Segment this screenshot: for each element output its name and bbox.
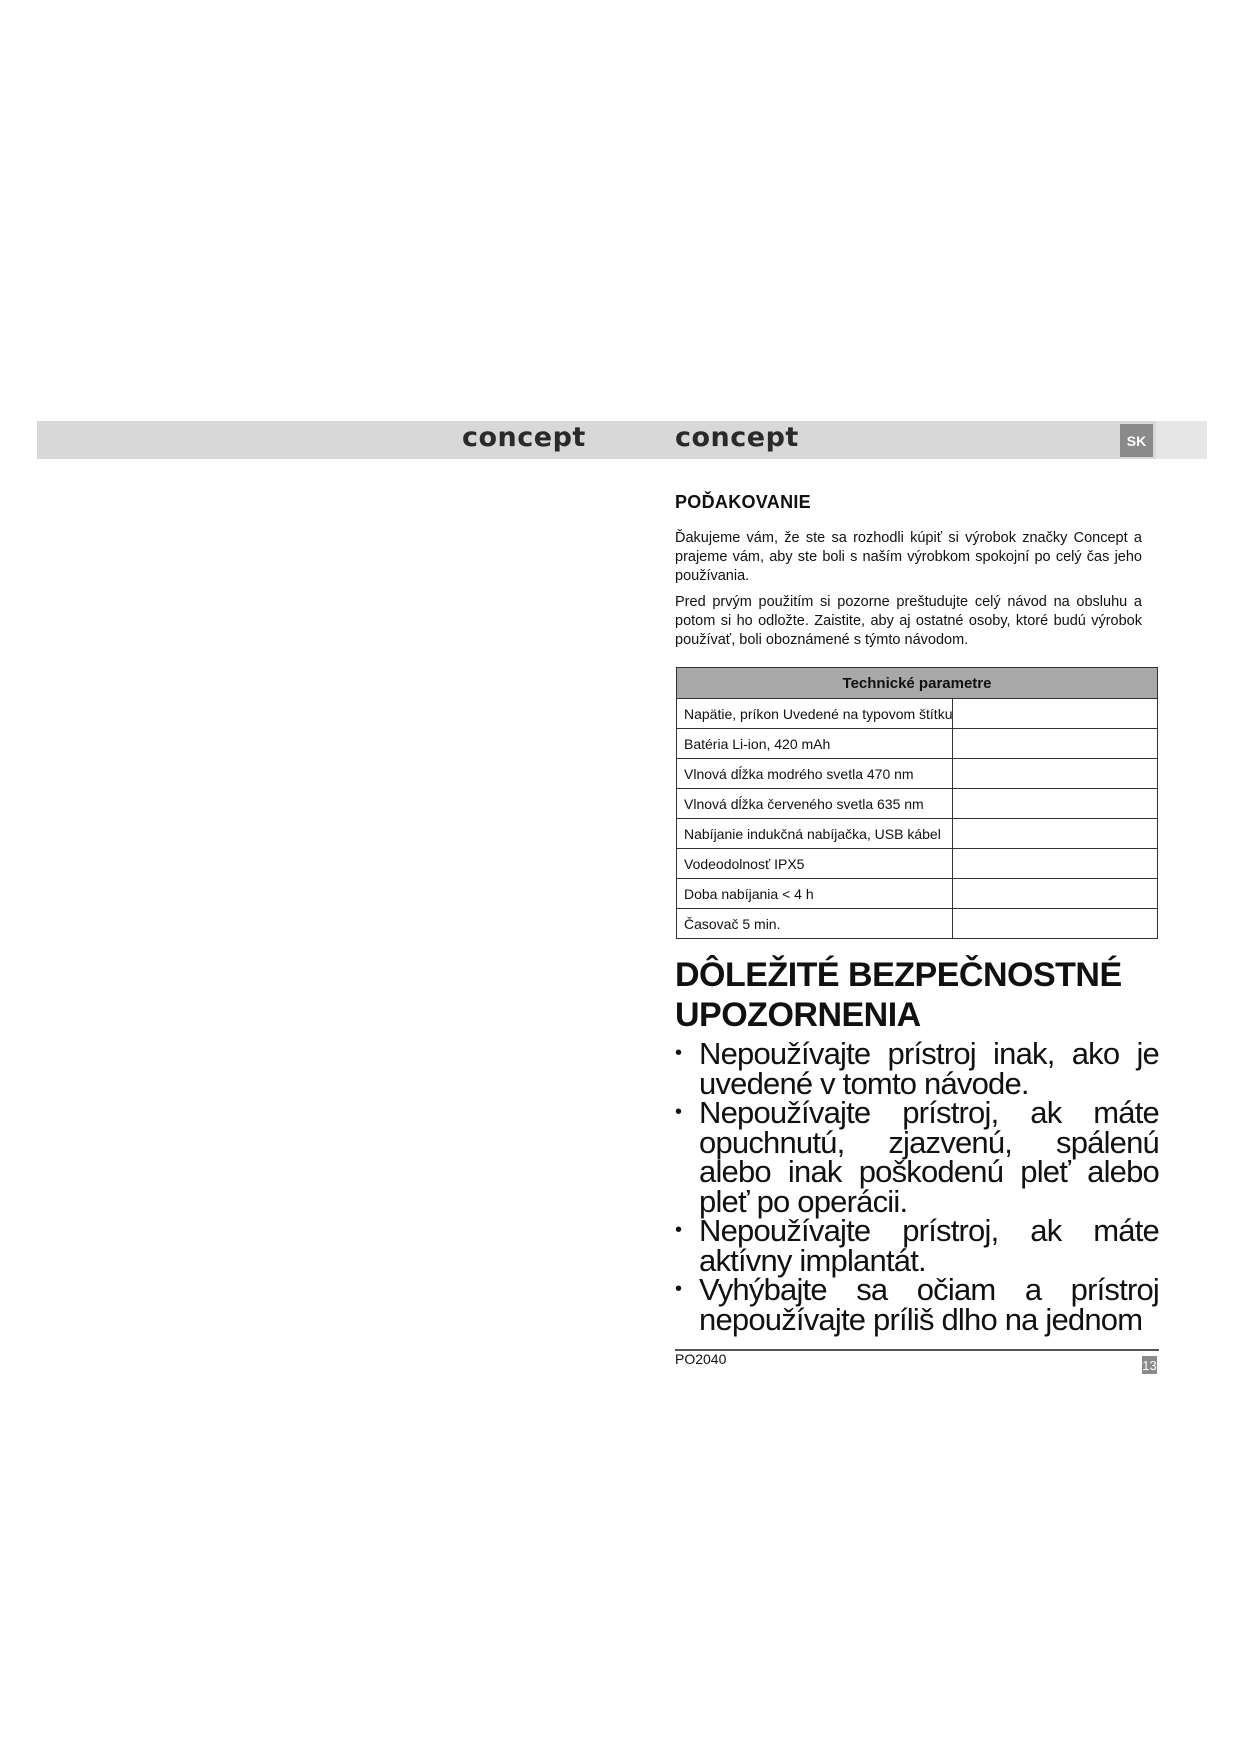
spec-cell-empty [953, 759, 1158, 789]
list-item [675, 1036, 1159, 1101]
spec-table-title: Technické parametre [677, 668, 1158, 699]
safety-heading [675, 955, 1122, 1035]
bullet-icon: • [675, 1278, 682, 1300]
spec-cell-empty [953, 699, 1158, 729]
table-row [677, 729, 1158, 759]
intro-paragraph-1: Ďakujeme vám, že ste sa rozhodli kúpiť si výrobok značky Concept a prajeme vám, aby ste boli s naším výrobkom spokojní po celý čas jeho používania. [675, 530, 1142, 584]
spec-cell-empty [953, 879, 1158, 909]
spec-cell: Časovač 5 min. [677, 909, 953, 939]
table-row [677, 909, 1158, 939]
list-item [675, 1213, 1159, 1278]
intro-heading: POĎAKOVANIE [675, 492, 811, 512]
spec-cell-empty [953, 729, 1158, 759]
table-row [677, 759, 1158, 789]
brand-logo-left: concept [462, 422, 586, 453]
brand-logo-right: concept [675, 422, 799, 453]
page-number: 13 [1142, 1357, 1157, 1373]
intro-paragraph-2: Pred prvým použitím si pozorne preštudujte celý návod na obsluhu a potom si ho odložte. Zaistite, aby aj ostatné osoby, ktoré budú výrobok používať, boli oboznámené s týmto návodom. [675, 594, 1142, 648]
spec-cell-empty [953, 909, 1158, 939]
spec-cell-empty [953, 789, 1158, 819]
safety-item-text: Nepoužívajte prístroj inak, ako je uvedené v tomto návode. [699, 1036, 1159, 1101]
spec-cell: Vodeodolnosť IPX5 [677, 849, 953, 879]
spec-cell: Vlnová dĺžka modrého svetla 470 nm [677, 759, 953, 789]
bullet-icon: • [675, 1042, 682, 1064]
bullet-icon: • [675, 1219, 682, 1241]
safety-item-text: Nepoužívajte prístroj, ak máte opuchnutú, zjazvenú, spálenú alebo inak poškodenú pleť alebo pleť po operácii. [699, 1095, 1159, 1219]
safety-list [675, 1036, 1159, 1337]
table-row [677, 879, 1158, 909]
table-row [677, 849, 1158, 879]
header-right-strip [1156, 421, 1207, 459]
safety-heading-line-2: UPOZORNENIA [675, 996, 921, 1034]
list-item [675, 1095, 1159, 1219]
spec-cell: Doba nabíjania < 4 h [677, 879, 953, 909]
table-row [677, 789, 1158, 819]
bullet-icon: • [675, 1101, 682, 1123]
spec-cell: Vlnová dĺžka červeného svetla 635 nm [677, 789, 953, 819]
spec-cell: Nabíjanie indukčná nabíjačka, USB kábel [677, 819, 953, 849]
safety-item-text: Nepoužívajte prístroj, ak máte aktívny implantát. [699, 1213, 1159, 1278]
spec-cell-empty [953, 849, 1158, 879]
header-bar [37, 421, 1207, 459]
spec-table [676, 667, 1158, 939]
spec-cell: Batéria Li-ion, 420 mAh [677, 729, 953, 759]
spec-cell: Napätie, príkon Uvedené na typovom štítku [677, 699, 953, 729]
model-number: PO2040 [675, 1351, 727, 1367]
safety-heading-line-1: DÔLEŽITÉ BEZPEČNOSTNÉ [675, 956, 1122, 994]
table-row [677, 819, 1158, 849]
language-badge: SK [1120, 424, 1153, 457]
list-item [675, 1272, 1159, 1337]
spec-cell-empty [953, 819, 1158, 849]
safety-item-text: Vyhýbajte sa očiam a prístroj nepoužívajte príliš dlho na jednom [699, 1272, 1159, 1337]
table-row [677, 699, 1158, 729]
footer-divider [675, 1349, 1159, 1351]
